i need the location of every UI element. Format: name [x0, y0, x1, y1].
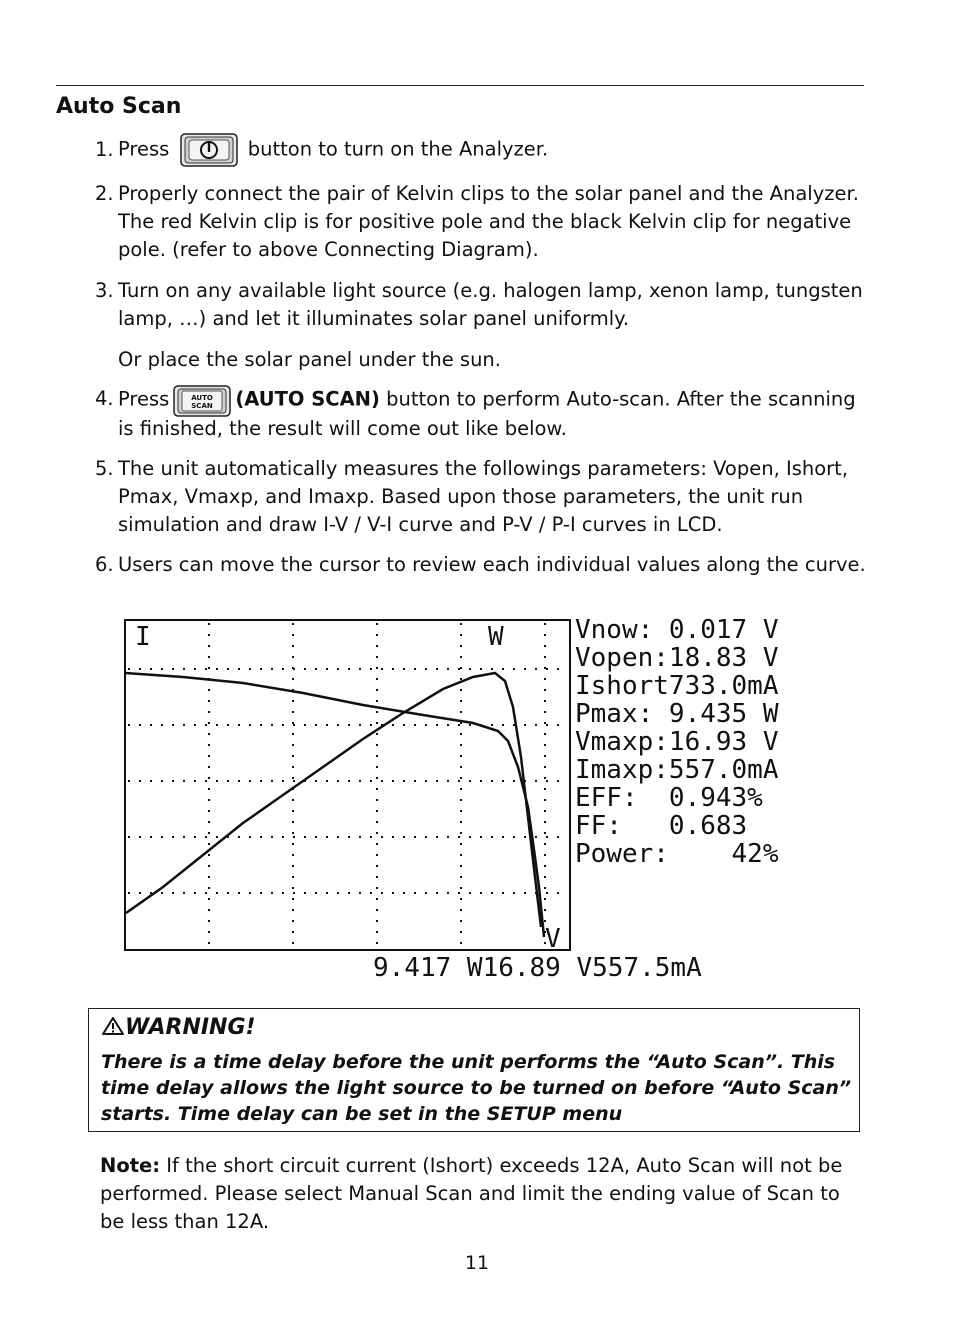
auto-scan-label: (AUTO SCAN) [235, 387, 380, 411]
svg-text:SCAN: SCAN [191, 402, 214, 410]
note [100, 1152, 870, 1236]
step-text: The unit automatically measures the followings parameters: Vopen, Ishort, Pmax, Vmaxp, and Imaxp. Based upon those parameters, the unit run simulation and draw I-V / V-I curve and P-V / P-I curves in LCD. [118, 457, 849, 536]
note-text: If the short circuit current (Ishort) exceeds 12A, Auto Scan will not be performed. Please select Manual Scan and limit the ending value of Scan to be less than 12A. [100, 1154, 843, 1233]
reading-vopen: Vopen:18.83 V [575, 643, 779, 673]
page-number: 11 [464, 1252, 490, 1274]
auto-scan-button-icon [173, 385, 231, 415]
step-number: 4. [95, 387, 114, 410]
warning-box [88, 1008, 860, 1132]
step-number: 3. [95, 279, 114, 302]
power-button-icon [180, 133, 238, 167]
reading-vmaxp: Vmaxp:16.93 V [575, 727, 779, 757]
reading-imaxp: Imaxp:557.0mA [575, 755, 779, 785]
top-rule [56, 85, 864, 86]
reading-eff: EFF: 0.943% [575, 783, 763, 813]
step-number: 2. [95, 182, 114, 205]
step-text: Users can move the cursor to review each individual values along the curve. [118, 553, 866, 576]
note-label: Note: [100, 1154, 161, 1177]
step-text: button to turn on the Analyzer. [247, 137, 549, 161]
reading-power: Power: 42% [575, 839, 779, 869]
step-3-extra: Or place the solar panel under the sun. [118, 348, 501, 371]
step-number: 1. [95, 138, 114, 161]
section-heading: Auto Scan [56, 94, 182, 119]
axis-label-v: V [545, 924, 561, 954]
axis-label-w: W [488, 622, 504, 652]
step-text: Turn on any available light source (e.g. halogen lamp, xenon lamp, tungsten lamp, …) and let it illuminates solar panel uniformly. [118, 279, 863, 330]
step-text: button to perform Auto-scan. After the scanning is finished, the result will come out like below. [118, 387, 856, 440]
warning-title: WARNING! [101, 1015, 256, 1040]
reading-pmax: Pmax: 9.435 W [575, 699, 779, 729]
axis-label-i: I [135, 622, 151, 652]
step-text: Press [118, 387, 170, 411]
lcd-screen [123, 617, 813, 985]
cursor-readout: 9.417 W16.89 V557.5mA [373, 953, 702, 983]
reading-ff: FF: 0.683 [575, 811, 748, 841]
step-number: 5. [95, 457, 114, 480]
step-number: 6. [95, 553, 114, 576]
step-text: Properly connect the pair of Kelvin clips to the solar panel and the Analyzer. The red Kelvin clip is for positive pole and the black Kelvin clip for negative pole. (refer to above Connecting Diagram). [118, 182, 859, 261]
lcd-readings [575, 617, 779, 869]
warning-body: There is a time delay before the unit performs the “Auto Scan”. This time delay allows the light source to be turned on before “Auto Scan” starts. Time delay can be set in the SETUP menu [101, 1051, 852, 1125]
step-text: Press [118, 137, 170, 161]
reading-vnow: Vnow: 0.017 V [575, 617, 779, 645]
svg-text:AUTO: AUTO [191, 394, 214, 402]
warning-triangle-icon [101, 1016, 125, 1036]
reading-ishort: Ishort733.0mA [575, 671, 779, 701]
